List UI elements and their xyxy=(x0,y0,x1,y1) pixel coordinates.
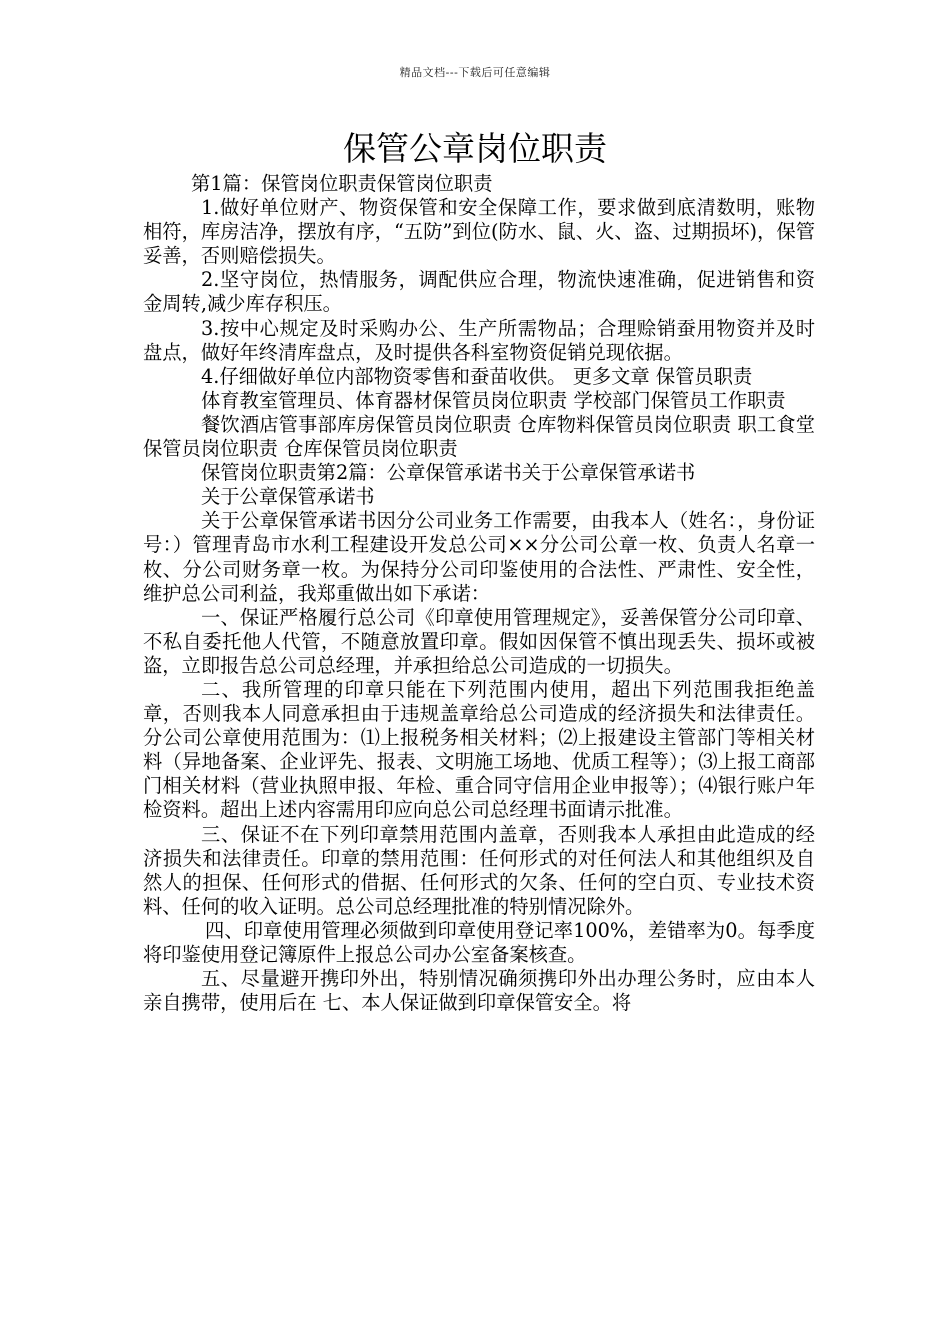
document-title: 保管公章岗位职责 xyxy=(343,129,607,168)
paragraph: 3.按中心规定及时采购办公、生产所需物品；合理赊销蚕用物资并及时盘点，做好年终清库盘点，及时提供各科室物资促销兑现依据。 xyxy=(143,316,815,364)
paragraph: 二、我所管理的印章只能在下列范围内使用，超出下列范围我拒绝盖章，否则我本人同意承担由于违规盖章给总公司造成的经济损失和法律责任。分公司公章使用范围为：⑴上报税务相关材料；⑵上报建设主管部门等相关材料（异地备案、企业评先、报表、文明施工场地、优质工程等）；⑶上报工商部门相关材料（营业执照申报、年检、重合同守信用企业申报等）；⑷银行账户年检资料。超出上述内容需用印应向总公司总经理书面请示批准。 xyxy=(143,677,815,822)
paragraph: 五、尽量避开携印外出，特别情况确须携印外出办理公务时，应由本人亲自携带，使用后在 七、本人保证做到印章保管安全。将 xyxy=(143,967,815,1015)
paragraph: 关于公章保管承诺书因分公司业务工作需要，由我本人（姓名：，身份证号：）管理青岛市水利工程建设开发总公司××分公司公章一枚、负责人名章一枚、分公司财务章一枚。为保持分公司印鉴使用的合法性、严肃性、安全性，维护总公司利益，我郑重做出如下承诺： xyxy=(143,509,815,605)
paragraph: 体育教室管理员、体育器材保管员岗位职责 学校部门保管员工作职责 xyxy=(201,388,786,412)
paragraph: 4.仔细做好单位内部物资零售和蚕苗收供。 更多文章 保管员职责 xyxy=(201,364,753,388)
page-header: 精品文档---下载后可任意编辑 xyxy=(399,66,551,79)
section-heading-2: 保管岗位职责第2篇：公章保管承诺书关于公章保管承诺书 xyxy=(201,461,696,485)
paragraph: 一、保证严格履行总公司《印章使用管理规定》，妥善保管分公司印章、不私自委托他人代管，不随意放置印章。假如因保管不慎出现丢失、损坏或被盗，立即报告总公司总经理，并承担给总公司造成的一切损失。 xyxy=(143,605,815,677)
paragraph: 2.坚守岗位，热情服务，调配供应合理，物流快速准确，促进销售和资金周转,减少库存积压。 xyxy=(143,268,815,316)
paragraph: 餐饮酒店管事部库房保管员岗位职责 仓库物料保管员岗位职责 职工食堂保管员岗位职责 仓库保管员岗位职责 xyxy=(143,412,815,461)
document-body xyxy=(143,172,815,1015)
paragraph: 四、印章使用管理必须做到印章使用登记率100%，差错率为0。每季度将印鉴使用登记簿原件上报总公司办公室备案核查。 xyxy=(143,918,815,966)
paragraph: 关于公章保管承诺书 xyxy=(201,485,375,509)
paragraph: 1.做好单位财产、物资保管和安全保障工作，要求做到底清数明，账物相符，库房洁净，摆放有序，“五防”到位(防水、鼠、火、盗、过期损坏)，保管妥善，否则赔偿损失。 xyxy=(143,196,815,268)
section-heading-1: 第1篇：保管岗位职责保管岗位职责 xyxy=(191,172,493,195)
paragraph: 三、保证不在下列印章禁用范围内盖章，否则我本人承担由此造成的经济损失和法律责任。印章的禁用范围：任何形式的对任何法人和其他组织及自然人的担保、任何形式的借据、任何形式的欠条、任何的空白页、专业技术资料、任何的收入证明。总公司总经理批准的特别情况除外。 xyxy=(143,822,815,918)
